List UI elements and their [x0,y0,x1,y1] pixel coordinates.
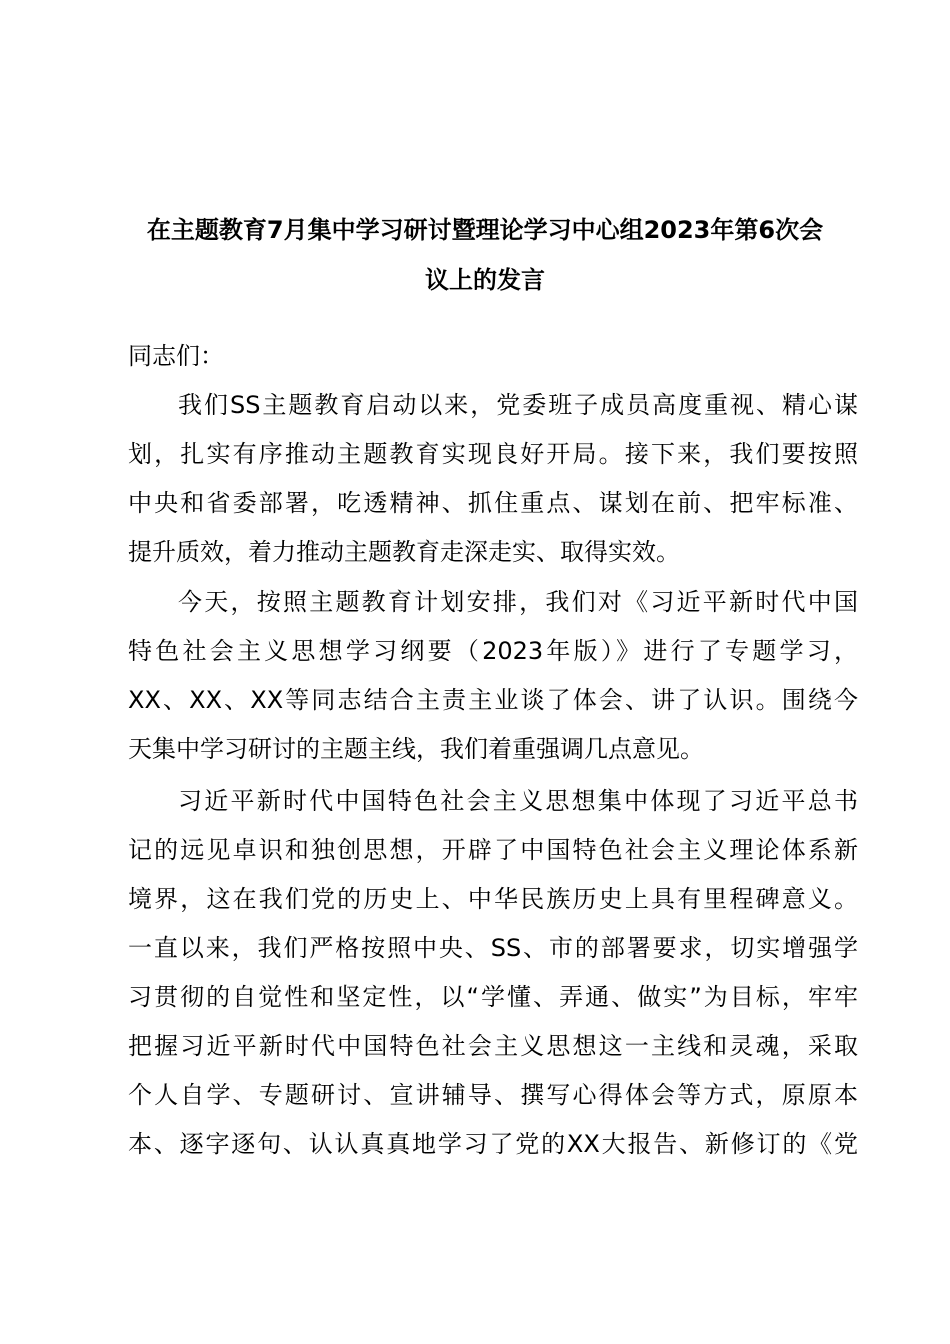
body-line: 划，扎实有序推动主题教育实现良好开局。接下来，我们要按照 [128,440,858,468]
body-line: 我们SS主题教育启动以来，党委班子成员高度重视、精心谋 [178,391,858,419]
title-line-1: 在主题教育7月集中学习研讨暨理论学习中心组2023年第6次会 [146,216,824,244]
body-line: XX、XX、XX等同志结合主责主业谈了体会、讲了认识。围绕今 [128,686,858,714]
salutation: 同志们： [128,342,224,370]
body-line: 一直以来，我们严格按照中央、SS、市的部署要求，切实增强学 [128,934,858,962]
body-line: 特色社会主义思想学习纲要（2023年版）》进行了专题学习， [128,637,858,665]
body-line: 境界，这在我们党的历史上、中华民族历史上具有里程碑意义。 [128,885,858,913]
title-line-2: 议上的发言 [425,266,545,294]
document-title [110,205,860,305]
body-line: 今天，按照主题教育计划安排，我们对《习近平新时代中国 [178,588,858,616]
body-line: 天集中学习研讨的主题主线，我们着重强调几点意见。 [128,735,704,763]
body-line: 提升质效，着力推动主题教育走深走实、取得实效。 [128,538,680,566]
body-line: 把握习近平新时代中国特色社会主义思想这一主线和灵魂，采取 [128,1032,858,1060]
body-line: 个人自学、专题研讨、宣讲辅导、撰写心得体会等方式，原原本 [128,1081,858,1109]
body-line: 习近平新时代中国特色社会主义思想集中体现了习近平总书 [178,787,858,815]
body-line: 记的远见卓识和独创思想，开辟了中国特色社会主义理论体系新 [128,836,858,864]
body-line: 中央和省委部署，吃透精神、抓住重点、谋划在前、把牢标准、 [128,489,858,517]
body-line: 习贯彻的自觉性和坚定性，以“学懂、弄通、做实”为目标，牢牢 [128,983,858,1011]
body-line: 本、逐字逐句、认认真真地学习了党的XX大报告、新修订的《党 [128,1130,858,1158]
